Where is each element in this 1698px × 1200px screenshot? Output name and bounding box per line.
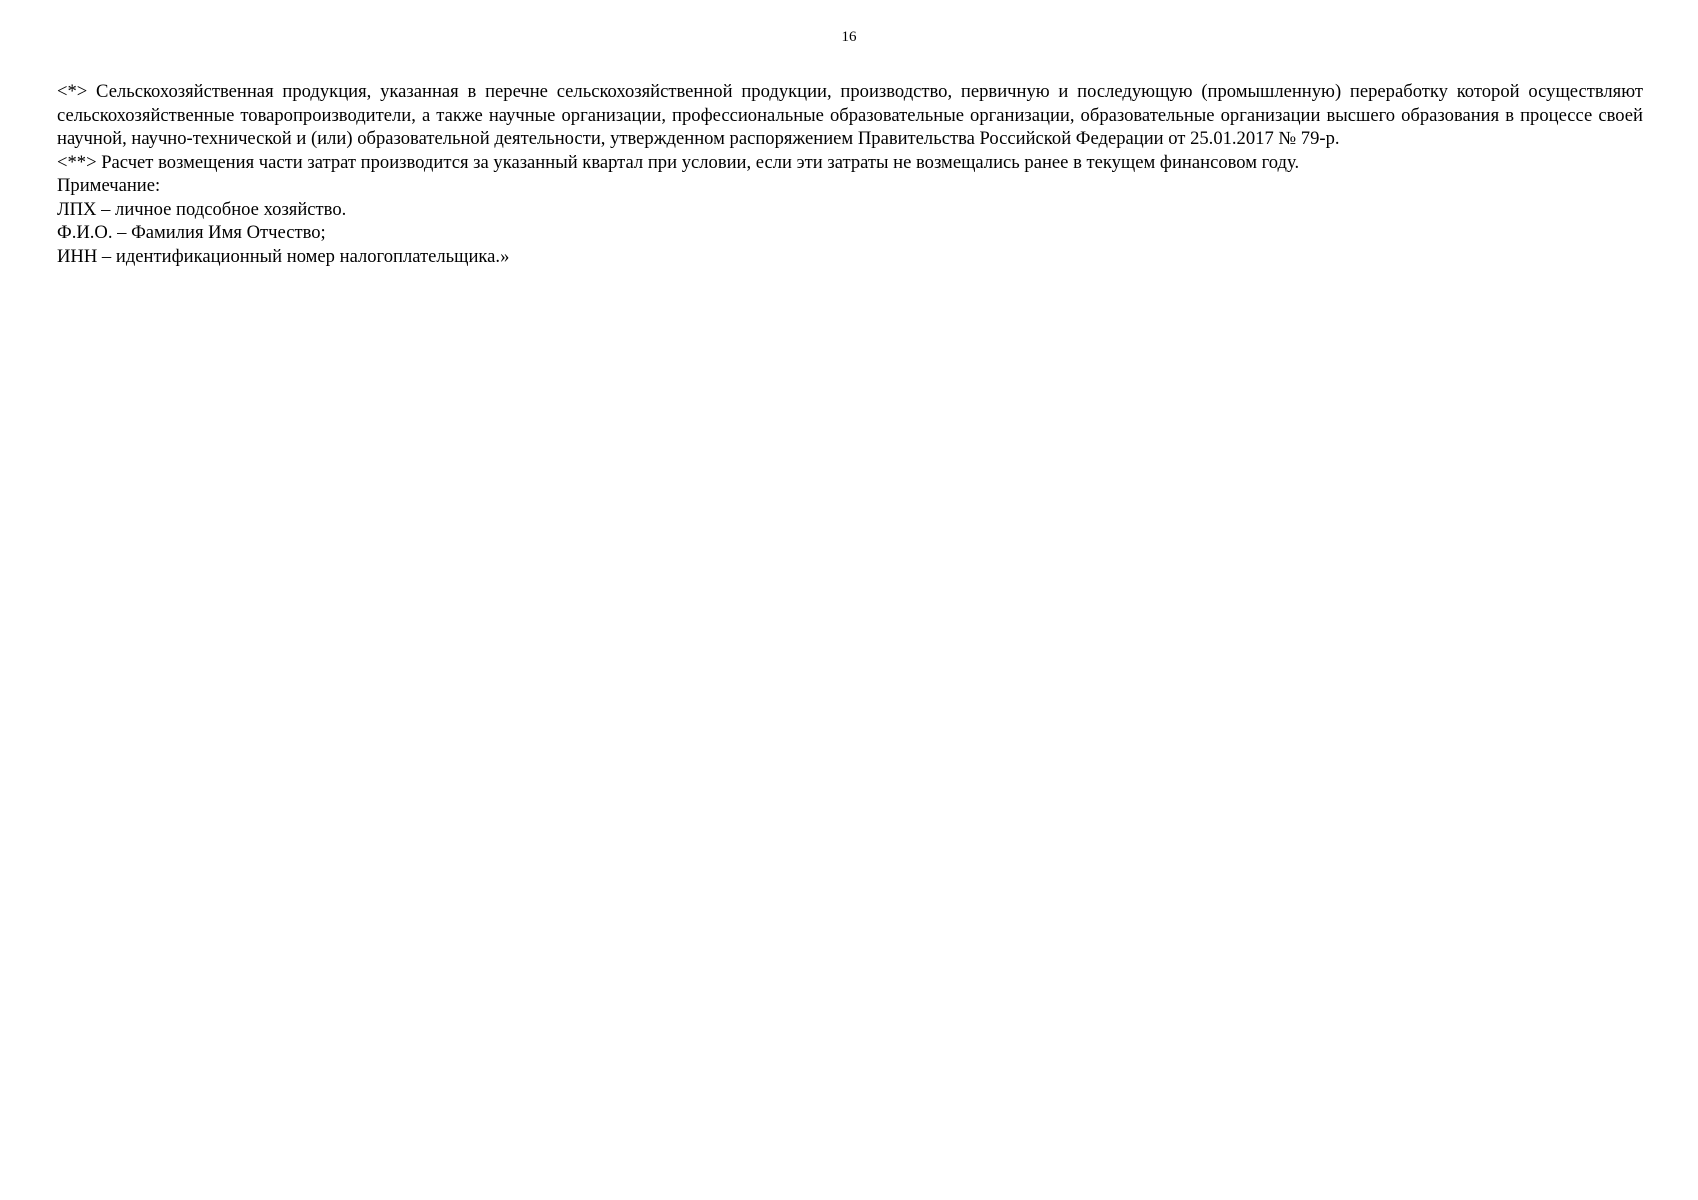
note-heading: Примечание:	[57, 175, 161, 196]
note-item-fio: Ф.И.О. – Фамилия Имя Отчество;	[57, 222, 326, 243]
footnote-2: <**> Расчет возмещения части затрат производится за указанный квартал при условии, если эти затраты не возмещались ранее в текущем финансовом году.	[57, 151, 1300, 173]
document-body	[57, 80, 1643, 268]
note-item-inn: ИНН – идентификационный номер налогоплательщика.»	[57, 245, 510, 267]
footnote-1: <*> Сельскохозяйственная продукция, указанная в перечне сельскохозяйственной продукции, производство, первичную и последующую (промышленную) переработку которой осуществляют сельскохозяйственные товаропроизводители, а также научные организации, профессиональные образовательные организации, образовательные организации высшего образования в процессе своей научной, научно-технической и (или) образовательной деятельности, утвержденном распоряжением Правительства Российской Федерации от 25.01.2017 № 79-р.	[57, 81, 1643, 149]
note-item-lph: ЛПХ – личное подсобное хозяйство.	[57, 198, 347, 220]
page-number: 16	[841, 29, 857, 45]
